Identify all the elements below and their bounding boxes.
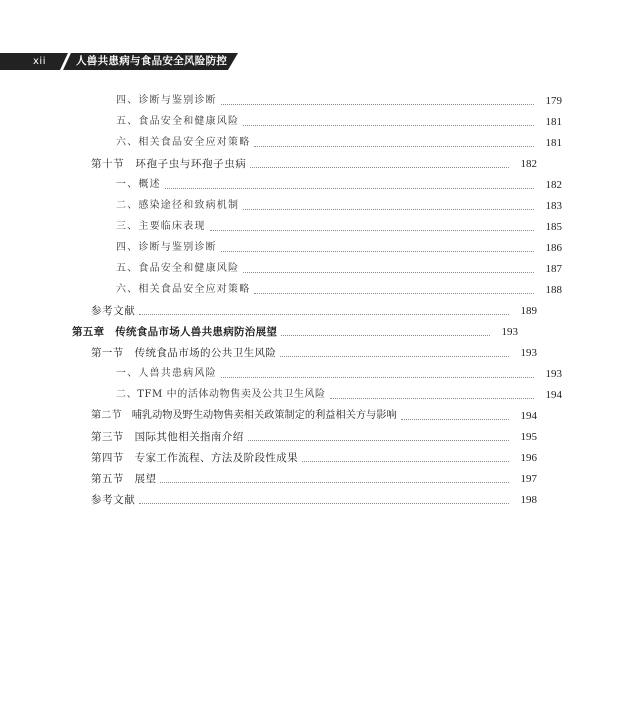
toc-entry-label: 六、相关食品安全应对策略 <box>116 284 251 295</box>
toc-entry-page: 195 <box>520 431 537 443</box>
dot-leader <box>250 167 509 168</box>
dot-leader <box>248 440 509 441</box>
toc-entry-page: 193 <box>501 326 518 338</box>
dot-leader <box>210 230 534 231</box>
toc-entry <box>0 361 636 381</box>
toc-entry-page: 182 <box>545 179 562 191</box>
toc-entry-page: 182 <box>520 158 537 170</box>
toc-entry <box>0 403 611 423</box>
toc-entry-label: 一、人兽共患病风险 <box>116 368 217 379</box>
toc-entry <box>0 256 636 276</box>
toc-entry <box>0 214 636 234</box>
toc-entry <box>0 466 611 486</box>
toc-entry <box>0 172 636 192</box>
page-number: xii <box>33 56 46 67</box>
toc-entry <box>0 298 611 318</box>
dot-leader <box>243 125 534 126</box>
toc-entry <box>0 382 636 402</box>
toc-entry-label: 一、概述 <box>116 179 161 190</box>
toc-entry-page: 188 <box>545 284 562 296</box>
dot-leader <box>160 482 509 483</box>
toc-entry <box>0 277 636 297</box>
toc-entry-page: 196 <box>520 452 537 464</box>
toc-entry-label: 四、诊断与鉴别诊断 <box>116 242 217 253</box>
toc-entry <box>0 130 636 150</box>
toc-entry <box>0 445 611 465</box>
dot-leader <box>165 188 534 189</box>
toc-entry-label: 第四节 专家工作流程、方法及阶段性成果 <box>91 452 299 464</box>
toc-entry-page: 194 <box>545 389 562 401</box>
toc-entry <box>0 151 611 171</box>
toc-entry <box>0 109 636 129</box>
dot-leader <box>243 209 534 210</box>
toc-entry-label: 五、食品安全和健康风险 <box>116 263 240 274</box>
toc-entry <box>0 424 611 444</box>
dot-leader <box>139 314 509 315</box>
toc-entry-label: 第五章 传统食品市场人兽共患病防治展望 <box>72 326 278 338</box>
toc-entry-page: 193 <box>520 347 537 359</box>
toc-entry-page: 193 <box>545 368 562 380</box>
toc-entry-label: 三、主要临床表现 <box>116 221 206 232</box>
toc-entry-label: 四、诊断与鉴别诊断 <box>116 95 217 106</box>
toc-entry-page: 198 <box>520 494 537 506</box>
running-header <box>0 53 520 70</box>
toc-entry-label: 第五节 展望 <box>91 473 157 485</box>
dot-leader <box>302 461 509 462</box>
dot-leader <box>243 272 534 273</box>
toc-entry-label: 六、相关食品安全应对策略 <box>116 137 251 148</box>
dot-leader <box>330 398 534 399</box>
toc-entry-label: 二、感染途径和致病机制 <box>116 200 240 211</box>
toc-entry-label: 二、TFM 中的活体动物售卖及公共卫生风险 <box>116 389 326 400</box>
toc-entry <box>0 88 636 108</box>
toc-entry <box>0 340 611 360</box>
toc-entry-page: 189 <box>520 305 537 317</box>
toc-entry <box>0 193 636 213</box>
toc-entry <box>0 487 611 507</box>
toc-entry-page: 185 <box>545 221 562 233</box>
header-divider <box>60 53 71 70</box>
dot-leader <box>221 104 534 105</box>
dot-leader <box>401 419 509 420</box>
book-title: 人兽共患病与食品安全风险防控 <box>76 55 228 67</box>
toc-chapter-entry <box>0 319 592 339</box>
dot-leader <box>254 293 534 294</box>
toc-entry-label: 五、食品安全和健康风险 <box>116 116 240 127</box>
toc-entry-page: 197 <box>520 473 537 485</box>
toc-entry-label: 第十节 环孢子虫与环孢子虫病 <box>91 158 247 170</box>
dot-leader <box>254 146 534 147</box>
toc-entry-page: 194 <box>520 410 537 422</box>
toc-entry <box>0 235 636 255</box>
toc-entry-label: 参考文献 <box>91 494 136 506</box>
toc-entry-label: 第三节 国际其他相关指南介绍 <box>91 431 244 443</box>
toc-entry-page: 183 <box>545 200 562 212</box>
dot-leader <box>139 503 509 504</box>
dot-leader <box>281 335 490 336</box>
toc-entry-page: 186 <box>545 242 562 254</box>
toc-entry-page: 179 <box>545 95 562 107</box>
dot-leader <box>280 356 509 357</box>
dot-leader <box>221 251 534 252</box>
toc-entry-label: 第二节 哺乳动物及野生动物售卖相关政策制定的利益相关方与影响 <box>91 410 397 421</box>
toc-entry-page: 181 <box>545 137 562 149</box>
toc-entry-label: 第一节 传统食品市场的公共卫生风险 <box>91 347 277 359</box>
toc-entry-page: 181 <box>545 116 562 128</box>
dot-leader <box>221 377 534 378</box>
toc-entry-label: 参考文献 <box>91 305 136 317</box>
header-bar <box>0 53 228 70</box>
toc-entry-page: 187 <box>545 263 562 275</box>
